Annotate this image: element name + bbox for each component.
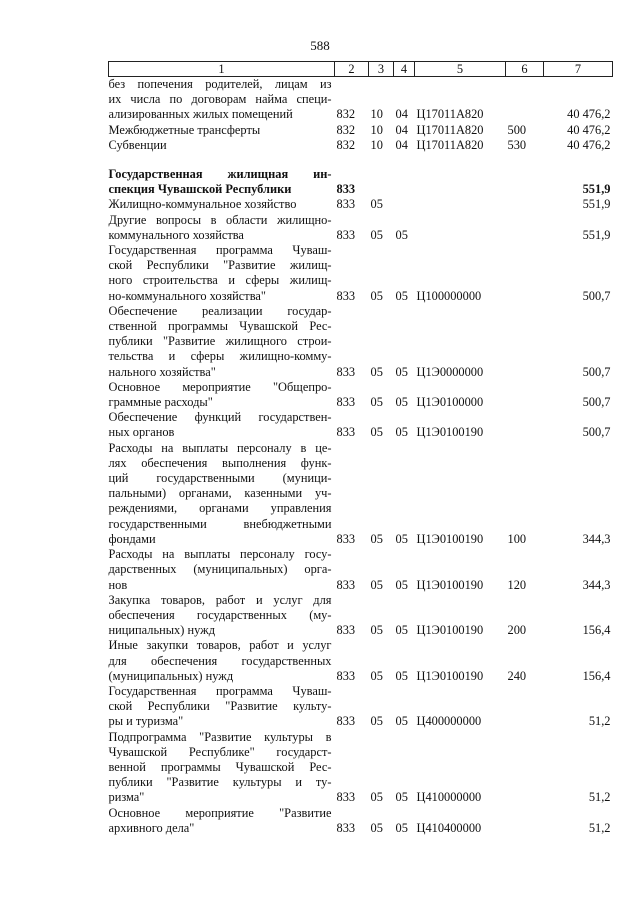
row-name-line: Основное мероприятие "Развитие: [108, 805, 332, 820]
row-name-line: коммунального хозяйства: [108, 227, 244, 242]
row-code-csr: Ц1Э0100190: [416, 668, 484, 683]
row-code-csr: Ц1Э0100190: [416, 425, 484, 440]
table-row: [109, 243, 613, 304]
row-amount: 500,7: [582, 395, 611, 410]
row-name: [109, 547, 335, 593]
row-code-pr: 05: [395, 395, 408, 410]
row-code-pr: 05: [395, 668, 408, 683]
row-code-csr: Ц100000000: [416, 288, 482, 303]
row-code-pr: 05: [395, 531, 408, 546]
row-name-line: обеспечения государственных (му-: [108, 607, 332, 622]
row-name-line: фондами: [108, 531, 156, 546]
table-row: [109, 593, 613, 639]
row-name-line: нов: [108, 577, 128, 592]
row-code-gr: 833: [336, 714, 356, 729]
row-code-pr: 04: [395, 137, 408, 152]
row-name-line: тельства и сферы жилищно-комму-: [108, 349, 332, 364]
row-name-line: дарственных (муниципальных) орга-: [108, 562, 332, 577]
row-code-gr: 833: [336, 820, 356, 835]
table-row: [109, 441, 613, 547]
row-code-vr: 120: [507, 577, 527, 592]
row-name: [109, 730, 335, 806]
header-col-4: 4: [394, 62, 415, 77]
row-amount: 40 476,2: [567, 122, 611, 137]
row-code-gr: 832: [336, 122, 356, 137]
row-name-line: для обеспечения государственных: [108, 653, 332, 668]
row-code-csr: Ц17011А820: [416, 107, 484, 122]
row-code-rz: 05: [370, 364, 383, 379]
row-code-pr: 05: [395, 288, 408, 303]
row-name-line: ской Республики "Развитие жилищ-: [108, 258, 332, 273]
row-code-gr: 833: [336, 668, 356, 683]
row-code-pr: [394, 197, 415, 212]
row-name-line: ственной программы Чувашской Рес-: [108, 319, 332, 334]
row-code-rz: 05: [370, 425, 383, 440]
row-name: [109, 410, 335, 440]
header-col-2: 2: [335, 62, 369, 77]
table-body: [109, 77, 613, 836]
table-row: [109, 138, 613, 153]
row-code-rz: 05: [370, 577, 383, 592]
header-col-6: 6: [506, 62, 544, 77]
row-code-vr: [506, 167, 544, 197]
table-row: [109, 304, 613, 380]
budget-table: [108, 61, 613, 836]
table-row: [109, 123, 613, 138]
row-name: [109, 638, 335, 684]
row-code-csr: Ц17011А820: [416, 137, 484, 152]
row-code-pr: 05: [395, 820, 408, 835]
row-code-csr: Ц410400000: [416, 820, 482, 835]
row-code-pr: [394, 167, 415, 197]
row-name-line: Подпрограмма "Развитие культуры в: [108, 729, 332, 744]
header-col-5: 5: [415, 62, 506, 77]
table-row: [109, 167, 613, 197]
row-name-line: Чувашской Республике" государст-: [108, 744, 332, 759]
row-amount: 51,2: [588, 820, 611, 835]
row-code-csr: Ц1Э0100000: [416, 395, 484, 410]
row-code-rz: 05: [370, 288, 383, 303]
row-amount: 51,2: [588, 790, 611, 805]
row-code-csr: Ц410000000: [416, 790, 482, 805]
row-code-pr: 05: [395, 364, 408, 379]
row-name-line: их числа по договорам найма специ-: [108, 92, 332, 107]
row-name-line: Субвенции: [108, 137, 167, 152]
header-row: [109, 62, 613, 77]
table-row: [109, 638, 613, 684]
row-name: [109, 806, 335, 836]
row-name-line: ниципальных) нужд: [108, 623, 216, 638]
row-code-vr: [506, 410, 544, 440]
row-amount: 500,7: [582, 364, 611, 379]
row-name: [109, 123, 335, 138]
row-code-pr: 05: [395, 227, 408, 242]
row-name-line: венной программы Чувашской Рес-: [108, 759, 332, 774]
row-name: [109, 197, 335, 212]
row-name-line: публики "Развитие культуры и ту-: [108, 775, 332, 790]
row-code-vr: 100: [507, 531, 527, 546]
row-amount: 500,7: [582, 425, 611, 440]
row-amount: 344,3: [582, 531, 611, 546]
row-code-pr: 04: [395, 107, 408, 122]
row-code-vr: [506, 806, 544, 836]
row-name-line: Другие вопросы в области жилищно-: [108, 212, 332, 227]
row-code-csr: [415, 213, 506, 243]
table-row: [109, 410, 613, 440]
row-code-csr: Ц400000000: [416, 714, 482, 729]
row-name: [109, 213, 335, 243]
row-name-line: без попечения родителей, лицам из: [108, 77, 332, 91]
row-code-gr: 833: [336, 227, 356, 242]
header-col-7: 7: [544, 62, 613, 77]
row-name: [109, 380, 335, 410]
row-code-gr: 833: [336, 364, 356, 379]
row-name-line: ных органов: [108, 425, 175, 440]
row-code-vr: 240: [507, 668, 527, 683]
row-code-rz: 05: [370, 531, 383, 546]
row-amount: 51,2: [588, 714, 611, 729]
row-name-line: Расходы на выплаты персоналу в це-: [108, 440, 332, 455]
spacer-row: [109, 153, 613, 167]
row-code-gr: 833: [336, 531, 356, 546]
row-code-pr: 05: [395, 577, 408, 592]
row-code-gr: 833: [336, 395, 356, 410]
row-name-line: реждениями, органами управления: [108, 501, 332, 516]
row-code-csr: Ц1Э0000000: [416, 364, 484, 379]
row-amount: 500,7: [582, 288, 611, 303]
row-name-line: граммные расходы": [108, 395, 213, 410]
header-col-1: 1: [109, 62, 335, 77]
row-code-rz: 10: [370, 122, 383, 137]
row-name-line: государственными внебюджетными: [108, 516, 332, 531]
row-code-csr: Ц17011А820: [416, 122, 484, 137]
row-code-vr: [506, 380, 544, 410]
row-name-line: Основное мероприятие "Общепро-: [108, 379, 332, 394]
row-code-csr: [415, 197, 506, 212]
row-code-vr: [506, 197, 544, 212]
row-code-pr: 05: [395, 714, 408, 729]
row-code-vr: 200: [507, 623, 527, 638]
row-name-line: ры и туризма": [108, 714, 184, 729]
row-name: [109, 167, 335, 197]
row-name-line: публики "Развитие жилищного строи-: [108, 334, 332, 349]
row-amount: 156,4: [582, 623, 611, 638]
row-code-gr: 833: [336, 182, 356, 197]
row-name: [109, 684, 335, 730]
row-code-rz: 10: [370, 107, 383, 122]
row-name-line: ализированных жилых помещений: [108, 107, 293, 122]
table-row: [109, 547, 613, 593]
row-name-line: Закупка товаров, работ и услуг для: [108, 592, 332, 607]
row-code-pr: 05: [395, 790, 408, 805]
row-code-csr: Ц1Э0100190: [416, 577, 484, 592]
row-name-line: Жилищно-коммунальное хозяйство: [108, 197, 297, 212]
row-code-pr: 05: [395, 623, 408, 638]
row-name: [109, 138, 335, 153]
row-code-gr: 832: [336, 107, 356, 122]
row-code-vr: [506, 304, 544, 380]
row-name-line: ризма": [108, 790, 145, 805]
row-code-vr: [506, 730, 544, 806]
row-name-line: Обеспечение реализации государ-: [108, 303, 332, 318]
row-name-line: Обеспечение функций государствен-: [108, 410, 332, 425]
table-row: [109, 380, 613, 410]
row-code-gr: 833: [336, 790, 356, 805]
row-name: [109, 243, 335, 304]
row-name: [109, 77, 335, 123]
row-name-line: Государственная жилищная ин-: [108, 167, 332, 182]
page-number: 588: [310, 38, 330, 53]
row-code-rz: 05: [370, 197, 383, 212]
row-code-rz: 10: [370, 137, 383, 152]
row-name-line: спекция Чувашской Республики: [108, 182, 292, 197]
row-code-rz: 05: [370, 395, 383, 410]
row-code-rz: 05: [370, 790, 383, 805]
row-name-line: Межбюджетные трансферты: [108, 122, 261, 137]
row-code-csr: Ц1Э0100190: [416, 623, 484, 638]
row-name-line: Государственная программа Чуваш-: [108, 243, 332, 258]
table-header: [109, 62, 613, 77]
row-code-rz: [369, 167, 394, 197]
row-amount: 40 476,2: [567, 137, 611, 152]
row-code-rz: 05: [370, 668, 383, 683]
row-name: [109, 304, 335, 380]
row-name-line: лях обеспечения выполнения функ-: [108, 455, 332, 470]
row-code-gr: 832: [336, 137, 356, 152]
row-amount: 40 476,2: [567, 107, 611, 122]
table-row: [109, 806, 613, 836]
row-name-line: ской Республики "Развитие культу-: [108, 699, 332, 714]
row-code-gr: 833: [336, 577, 356, 592]
row-code-pr: 04: [395, 122, 408, 137]
row-name-line: Расходы на выплаты персоналу госу-: [108, 547, 332, 562]
table-row: [109, 77, 613, 123]
table-row: [109, 197, 613, 212]
row-code-vr: [506, 213, 544, 243]
table-row: [109, 684, 613, 730]
row-code-gr: 833: [336, 288, 356, 303]
row-code-rz: 05: [370, 623, 383, 638]
row-name: [109, 593, 335, 639]
row-amount: 156,4: [582, 668, 611, 683]
spacer-cell: [109, 153, 613, 167]
row-amount: 551,9: [582, 227, 611, 242]
row-amount: 344,3: [582, 577, 611, 592]
row-code-rz: 05: [370, 227, 383, 242]
row-amount: 551,9: [582, 197, 611, 212]
row-name-line: ного строительства и сферы жилищ-: [108, 273, 332, 288]
row-name-line: нального хозяйства": [108, 364, 216, 379]
row-name-line: (муниципальных) нужд: [108, 668, 234, 683]
row-name-line: Иные закупки товаров, работ и услуг: [108, 638, 332, 653]
row-code-gr: 833: [336, 425, 356, 440]
row-code-vr: [506, 243, 544, 304]
row-name-line: Государственная программа Чуваш-: [108, 683, 332, 698]
row-name: [109, 441, 335, 547]
row-code-vr: [506, 684, 544, 730]
row-code-pr: 05: [395, 425, 408, 440]
row-code-csr: Ц1Э0100190: [416, 531, 484, 546]
row-code-vr: 500: [507, 122, 527, 137]
table-row: [109, 213, 613, 243]
row-code-vr: [506, 77, 544, 123]
row-code-gr: 833: [336, 623, 356, 638]
row-code-vr: 530: [507, 137, 527, 152]
row-amount: 551,9: [582, 182, 611, 197]
row-name-line: но-коммунального хозяйства": [108, 288, 266, 303]
row-name-line: архивного дела": [108, 820, 195, 835]
row-code-csr: [415, 167, 506, 197]
row-name-line: пальными) органами, казенными уч-: [108, 486, 332, 501]
row-name-line: ций государственными (муници-: [108, 471, 332, 486]
header-col-3: 3: [369, 62, 394, 77]
row-code-rz: 05: [370, 820, 383, 835]
row-code-gr: 833: [336, 197, 356, 212]
table-row: [109, 730, 613, 806]
row-code-rz: 05: [370, 714, 383, 729]
